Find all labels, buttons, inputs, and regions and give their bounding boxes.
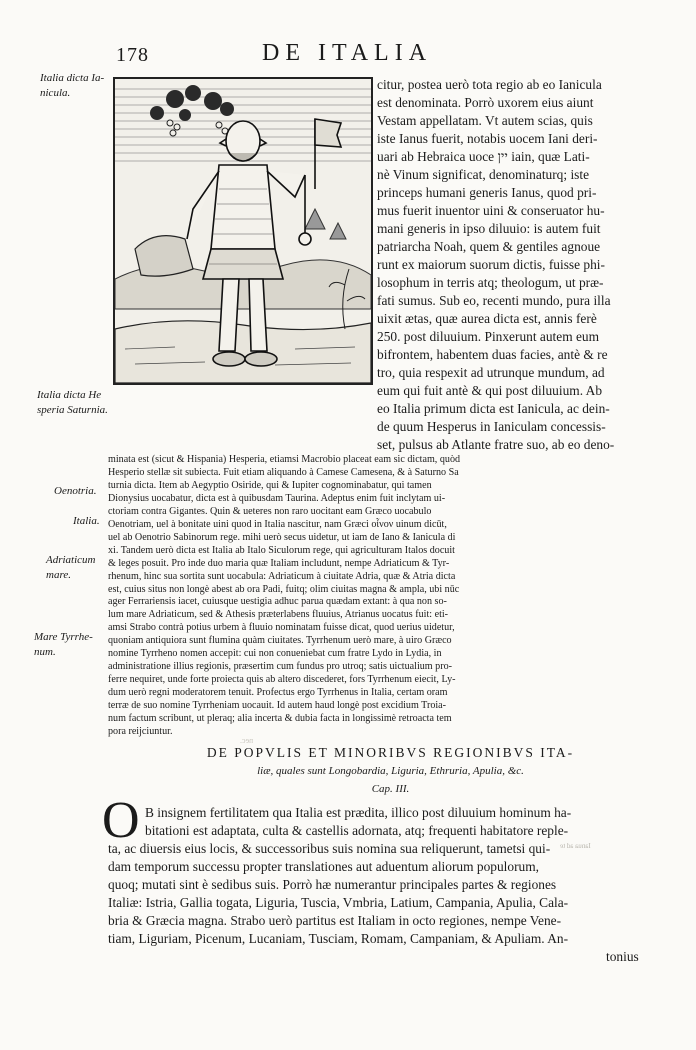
body-line: uel ab Oenotrio Sabinorum rege. mihi uerò secus uidetur, ut iam de Iano & Ianicula di bbox=[108, 531, 456, 543]
body-line: turnia dicta. Item ab Aegyptio Osiride, qui & Iupiter cognominabatur, qui tamen bbox=[108, 479, 432, 491]
body-line: eum qui fuit antè & qui post diluuium. Ab bbox=[377, 383, 603, 398]
body-line: ager Ferrariensis iacet, cuiusque uestigia adhuc parua quædam extant: à qua non so- bbox=[108, 596, 447, 608]
body-line: est, cuius situs non longè abest ab ora Padi, fuitq; olim ciuitas magna & ampla, ubi nūc bbox=[108, 583, 460, 595]
body-line: Oenotriam, uel à bonitate uini quod in Italia nascitur, nam Græci οἶνον uinum dicūt, bbox=[108, 518, 447, 530]
body-line: & leges posuit. Pro inde duo maria quæ Italiam includunt, nempe Adriaticum & Tyr- bbox=[108, 557, 450, 569]
chapter-line: tiam, Liguriam, Picenum, Lucaniam, Tusciam, Romam, Campaniam, & Apuliam. An- bbox=[108, 931, 569, 946]
body-line: uixit ætas, quæ aurea dicta est, annis ferè bbox=[377, 311, 597, 326]
body-line: losophum in terris atq; theologum, ut præ- bbox=[377, 275, 604, 290]
body-line: citur, postea uerò tota regio ab eo Ianicula bbox=[377, 77, 602, 92]
body-line: de quum Hesperus in Ianiculam concessis- bbox=[377, 419, 606, 434]
body-line: mus fuerit inuentor uini & conseruator hu- bbox=[377, 203, 605, 218]
chapter-number: Cap. III. bbox=[371, 783, 410, 795]
body-line: nomine Tyrrheno nomen accepit: cui non conueniebat cum fratre Lydo in Lydia, in bbox=[108, 648, 442, 660]
body-line: amsi Strabo contrà potius urbem à fluuio nominatam fuisse dicat, quod uerius uidetur, bbox=[108, 622, 455, 634]
bleed-through-mid: nec. bbox=[240, 736, 254, 745]
page-number: 178 bbox=[116, 44, 149, 66]
body-line: set, pulsus ab Atlante fratre suo, ab eo deno- bbox=[377, 437, 615, 452]
body-line: fati sumus. Sub eo, recenti mundo, pura illa bbox=[377, 293, 611, 308]
body-line: eo Italia primum dicta est Ianicula, ac dein- bbox=[377, 401, 610, 416]
bleed-through-margin: Ianua ad te bbox=[560, 842, 591, 850]
body-line: patriarcha Noah, quem & gentiles agnoue bbox=[377, 239, 601, 254]
janus-figure-woodcut-icon bbox=[115, 79, 371, 383]
margin-note-oenotria: Oenotria. bbox=[54, 485, 97, 497]
margin-note-hesperia: Italia dicta He speria Saturnia. bbox=[37, 389, 108, 416]
body-line: pora reijciuntur. bbox=[108, 726, 173, 737]
body-line: terræ de suo nomine Tyrrheniam uocauit. Id autem haud longè post excidium Troia- bbox=[108, 700, 447, 712]
janus-woodcut-illustration bbox=[113, 77, 373, 385]
body-line: ctoriam contra Gigantes. Quin & ueteres non raro uocitant eam Græco uocabulo bbox=[108, 505, 432, 517]
chapter-line: Italiæ: Istria, Gallia togata, Liguria, Tuscia, Vmbria, Latium, Campania, Apulia, Cala- bbox=[108, 895, 569, 910]
body-line: rhenum, hinc sua sortita sunt uocabula: Adriaticum à ciuitate Adria, quæ & Atria dicta bbox=[108, 570, 456, 582]
catchword: tonius bbox=[606, 949, 639, 964]
margin-note-tyrrhenum: Mare Tyrrhe- num. bbox=[34, 631, 93, 658]
section-subtitle: liæ, quales sunt Longobardia, Liguria, Ethruria, Apulia, &c. bbox=[257, 765, 524, 777]
body-line: Dionysius uocabatur, dicta est à quibusdam Taurina. Adeptus enim fuit inclytam ui- bbox=[108, 492, 446, 504]
body-line: uari ab Hebraica uoce יין iain, quæ Lati- bbox=[377, 149, 590, 164]
body-line: xi. Tandem uerò dicta est Italia ab Italo Siculorum rege, qui agriculturam Italos docuit bbox=[108, 544, 455, 556]
body-line: tro, quia respexit ad utrunque mundum, ad bbox=[377, 365, 605, 380]
chapter-line: bria & Græcia magna. Strabo uerò partitus est Italiam in octo regiones, nempe Vene- bbox=[108, 913, 562, 928]
chapter-line: B insignem fertilitatem qua Italia est prædita, illico post diluuium hominum ha- bbox=[145, 805, 572, 820]
body-line: bifrontem, habentem duas facies, antè & re bbox=[377, 347, 608, 362]
chapter-line: quoq; mutati sint è sedibus suis. Porrò hæ numerantur principales partes & regiones bbox=[108, 877, 557, 892]
drop-capital: O bbox=[102, 792, 140, 849]
section-title: DE POPVLIS ET MINORIBVS REGIONIBVS ITA- bbox=[206, 745, 575, 760]
body-line: runt ex maiorum suorum dictis, fuisse phi- bbox=[377, 257, 605, 272]
body-line: dum uerò regni moderatorem tenuit. Profectus ergo Tyrrhenus in Italia, certam oram bbox=[108, 687, 448, 699]
chapter-line: bitationi est adaptata, culta & castellis adornata, atq; frequenti habitatore reple- bbox=[145, 823, 569, 838]
body-line: num factum scribunt, ut pleraq; alia incerta & dubia facta in longissimè retroacta tem bbox=[108, 713, 452, 725]
body-line: mani generis in ipso diluuio: is autem fuit bbox=[377, 221, 601, 236]
body-line: lum mare Adriaticum, sed & Athesis præterlabens fluuius, Atrianus uocatus fuit: eti- bbox=[108, 609, 449, 621]
body-line: Vestam appellatam. Vt autem scias, quis bbox=[377, 113, 593, 128]
body-line: 250. post diluuium. Pinxerunt autem eum bbox=[377, 329, 600, 344]
margin-note-adriaticum: Adriaticum mare. bbox=[46, 554, 96, 581]
body-line: nè Vinum significat, denominaturq; iste bbox=[377, 167, 590, 182]
body-line: Hesperio stellæ sit subiecta. Fuit etiam aliquando à Camese Camesena, & à Saturno Sa bbox=[108, 466, 459, 478]
body-line: est denominata. Porrò uxorem eius aiunt bbox=[377, 95, 594, 110]
body-line: ferre nequiret, unde forte proiecta quis ab altero discederet, fors Tyrrhenum eiecit, Ly- bbox=[108, 674, 456, 686]
body-line: quoniam antiquiora sunt flumina quàm ciuitates. Tyrrhenum uerò mare, à uiro Græco bbox=[108, 635, 452, 647]
margin-note-italia: Italia. bbox=[73, 515, 100, 527]
body-line: minata est (sicut & Hispania) Hesperia, etiamsi Macrobio placeat eam sic dictam, quòd bbox=[108, 454, 461, 465]
chapter-line: dam temporum successu propter translationes aut aduentum aliorum populorum, bbox=[108, 859, 540, 874]
body-line: administratione illius regionis, præsertim cum fundus pro utroq; satis uictualium pro- bbox=[108, 661, 452, 673]
chapter-line: ta, ac diuersis eius locis, & successoribus suis nomina sua reliquerunt, tametsi qui- bbox=[108, 841, 551, 856]
body-line: iste Ianus fuerit, notabis uocem Iani deri- bbox=[377, 131, 598, 146]
running-title: DE ITALIA bbox=[262, 40, 433, 66]
margin-note-ianicula: Italia dicta Ia- nicula. bbox=[40, 72, 105, 99]
body-line: princeps humani generis Ianus, quod pri- bbox=[377, 185, 597, 200]
